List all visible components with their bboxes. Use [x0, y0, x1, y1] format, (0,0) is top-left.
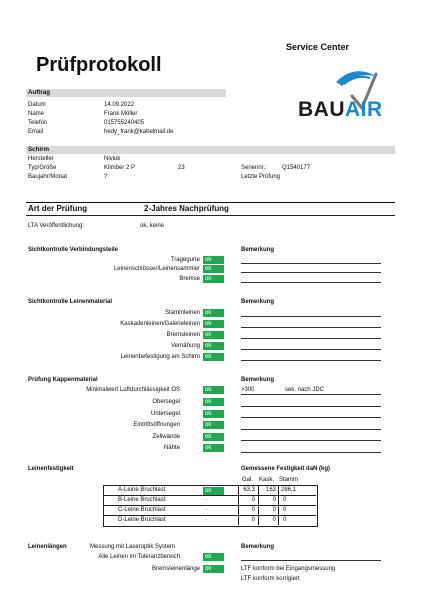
remark-line — [241, 349, 381, 350]
status-naehte: ok — [203, 444, 224, 452]
remark-line — [241, 282, 381, 283]
status-vernaehung: ok — [203, 342, 224, 350]
note-ltf-eingang: LTF konform bei Eingangsmessung — [241, 566, 336, 572]
section-auftrag: Auftrag — [26, 89, 226, 97]
col-kask: Kask. — [259, 477, 275, 483]
label-lta: LTA Veröffentlichung: — [28, 223, 85, 229]
bemerkung-leinenlaengen: Bemerkung — [241, 544, 275, 550]
remark-line — [241, 560, 381, 561]
bauair-logo — [296, 62, 396, 122]
value-c-stamm: 0 — [283, 507, 287, 513]
col-gal: Gal. — [242, 477, 254, 483]
section-schirm: Schirm — [26, 146, 395, 154]
label-tragegurte: Tragegurte — [170, 257, 200, 263]
value-hersteller: Niviuk — [104, 156, 121, 162]
remark-line — [241, 316, 381, 317]
status-untersegel: ok — [203, 410, 224, 418]
page-title: Prüfprotokoll — [36, 54, 162, 76]
value-b-kask: 0 — [272, 497, 276, 503]
label-bremse: Bremse — [179, 276, 200, 282]
remark-line — [241, 272, 381, 273]
status-kaskadenleinen: ok — [203, 320, 224, 328]
value-email: hedy_frank@kabelmail.de — [104, 129, 174, 135]
status-toleranzbereich: ok — [203, 553, 224, 561]
remark-line — [241, 360, 381, 361]
heading-leinenlaengen: Leinenlängen — [28, 544, 67, 550]
value-b-gal: 0 — [251, 497, 255, 503]
value-luftdurchlaessigkeit: >300 — [241, 387, 255, 393]
status-zellwaende: ok — [203, 433, 224, 441]
label-zellwaende: Zellwände — [152, 434, 180, 440]
value-baujahr: ? — [104, 174, 108, 180]
status-b-leine: - — [205, 497, 207, 503]
heading-leinenfestigkeit: Leinenfestigkeit — [28, 466, 74, 472]
value-a-stamm: 286,1 — [281, 487, 297, 493]
value-groesse: 23 — [178, 165, 185, 171]
value-telefon: 015755240405 — [104, 120, 145, 126]
remark-line — [241, 338, 381, 339]
label-bremsleinenlaenge: Bremsleinenlänge — [151, 566, 200, 572]
leinenlaengen-method: Messung mit Laseroptik System — [90, 544, 176, 550]
table-row-label: C-Leine Bruchlast — [118, 507, 166, 513]
status-d-leine: - — [205, 517, 207, 523]
label-bremsleinen: Bremsleinen — [166, 332, 200, 338]
remark-line — [241, 263, 381, 264]
label-naehte: Nähte — [163, 445, 180, 451]
status-c-leine: - — [205, 507, 207, 513]
label-datum: Datum — [28, 102, 46, 108]
remark-line — [241, 327, 381, 328]
label-toleranzbereich: Alle Leinen im Toleranzbereich — [98, 554, 180, 560]
divider-art-top — [26, 202, 395, 203]
value-seriennr: Q1540177 — [282, 165, 311, 171]
remark-line — [241, 429, 381, 430]
label-letzte-pruefung: Letzte Prüfung — [241, 174, 281, 180]
col-stamm: Stamm — [279, 477, 299, 483]
remark-line — [241, 394, 381, 395]
value-d-kask: 0 — [272, 517, 276, 523]
label-leinenschloesser: Leinenschlösser/Leinensammler — [113, 266, 200, 272]
remark-line — [241, 417, 381, 418]
value-typ: Klimber 2 P — [104, 165, 136, 171]
label-vernaehung: Vernähung — [170, 343, 200, 349]
service-center-label: Service Center — [286, 42, 350, 52]
heading-verbindungsteile: Sichtkontrolle Verbindungsteile — [28, 247, 119, 253]
value-c-kask: 0 — [272, 507, 276, 513]
value-a-kask: 163 — [265, 487, 276, 493]
value-lta: ok, keine — [140, 223, 165, 229]
label-eintrittsoeffnungen: Eintrittsöffnungen — [133, 422, 180, 428]
table-row-label: A-Leine Bruchlast — [118, 487, 166, 493]
heading-leinenmaterial: Sichtkontrolle Leinenmaterial — [28, 299, 113, 305]
remark-line — [241, 440, 381, 441]
label-email: Email — [28, 129, 44, 135]
status-tragegurte: ok — [203, 256, 224, 264]
table-row-label: D-Leine Bruchlast — [118, 517, 166, 523]
value-b-stamm: 0 — [283, 497, 287, 503]
label-kaskadenleinen: Kaskadenleinen/Galerieleinen — [120, 321, 200, 327]
status-obersegel: ok — [203, 398, 224, 406]
status-a-leine: ok — [203, 487, 224, 495]
bemerkung-leinenmaterial: Bemerkung — [241, 299, 275, 305]
note-ltf-korrigiert: LTF konform korrigiert — [241, 576, 300, 582]
value-art-der-pruefung: 2-Jahres Nachprüfung — [144, 204, 229, 213]
label-luftdurchlaessigkeit: Minimalwert Luftdurchlässigkeit OS — [86, 387, 180, 393]
heading-gemessene-festigkeit: Gemessene Festigkeit daN (kg) — [241, 466, 331, 472]
value-datum: 14.09.2022 — [104, 102, 135, 108]
logo-text-bau: BAU — [298, 98, 345, 121]
unit-luftdurchlaessigkeit: sek. nach JDC — [285, 387, 325, 393]
divider-art-bottom — [26, 215, 395, 216]
table-row-label: B-Leine Bruchlast — [118, 497, 166, 503]
status-eintrittsoeffnungen: ok — [203, 421, 224, 429]
status-bremse: ok — [203, 275, 224, 283]
value-name: Frank Möller — [104, 111, 138, 117]
value-d-gal: 0 — [251, 517, 255, 523]
label-art-der-pruefung: Art der Prüfung — [28, 204, 88, 213]
label-leinenbefestigung: Leinenbefestigung am Schirm — [120, 354, 200, 360]
status-bremsleinen: ok — [203, 331, 224, 339]
value-c-gal: 0 — [251, 507, 255, 513]
value-a-gal: 63,3 — [243, 487, 255, 493]
bemerkung-verbindungsteile: Bemerkung — [241, 247, 275, 253]
status-bremsleinenlaenge: ok — [203, 565, 224, 573]
status-leinenbefestigung: ok — [203, 353, 224, 361]
value-d-stamm: 0 — [283, 517, 287, 523]
label-telefon: Telefon — [28, 120, 48, 126]
label-baujahr: Baujahr/Monat — [28, 174, 68, 180]
status-luftdurchlaessigkeit: ok — [203, 386, 224, 394]
label-obersegel: Obersegel — [152, 399, 180, 405]
status-leinenschloesser: ok — [203, 265, 224, 273]
label-name: Name — [28, 111, 45, 117]
heading-kappenmaterial: Prüfung Kappenmaterial — [28, 377, 98, 383]
label-hersteller: Hersteller — [28, 156, 54, 162]
label-stammleinen: Stammleinen — [164, 310, 200, 316]
logo-text-air: AIR — [345, 98, 383, 121]
label-typ: Typ/Größe — [28, 165, 57, 171]
label-untersegel: Untersegel — [150, 411, 180, 417]
status-stammleinen: ok — [203, 309, 224, 317]
bemerkung-kappenmaterial: Bemerkung — [241, 377, 275, 383]
remark-line — [241, 452, 381, 453]
remark-line — [241, 406, 381, 407]
label-seriennr: Seriennr.: — [241, 165, 267, 171]
